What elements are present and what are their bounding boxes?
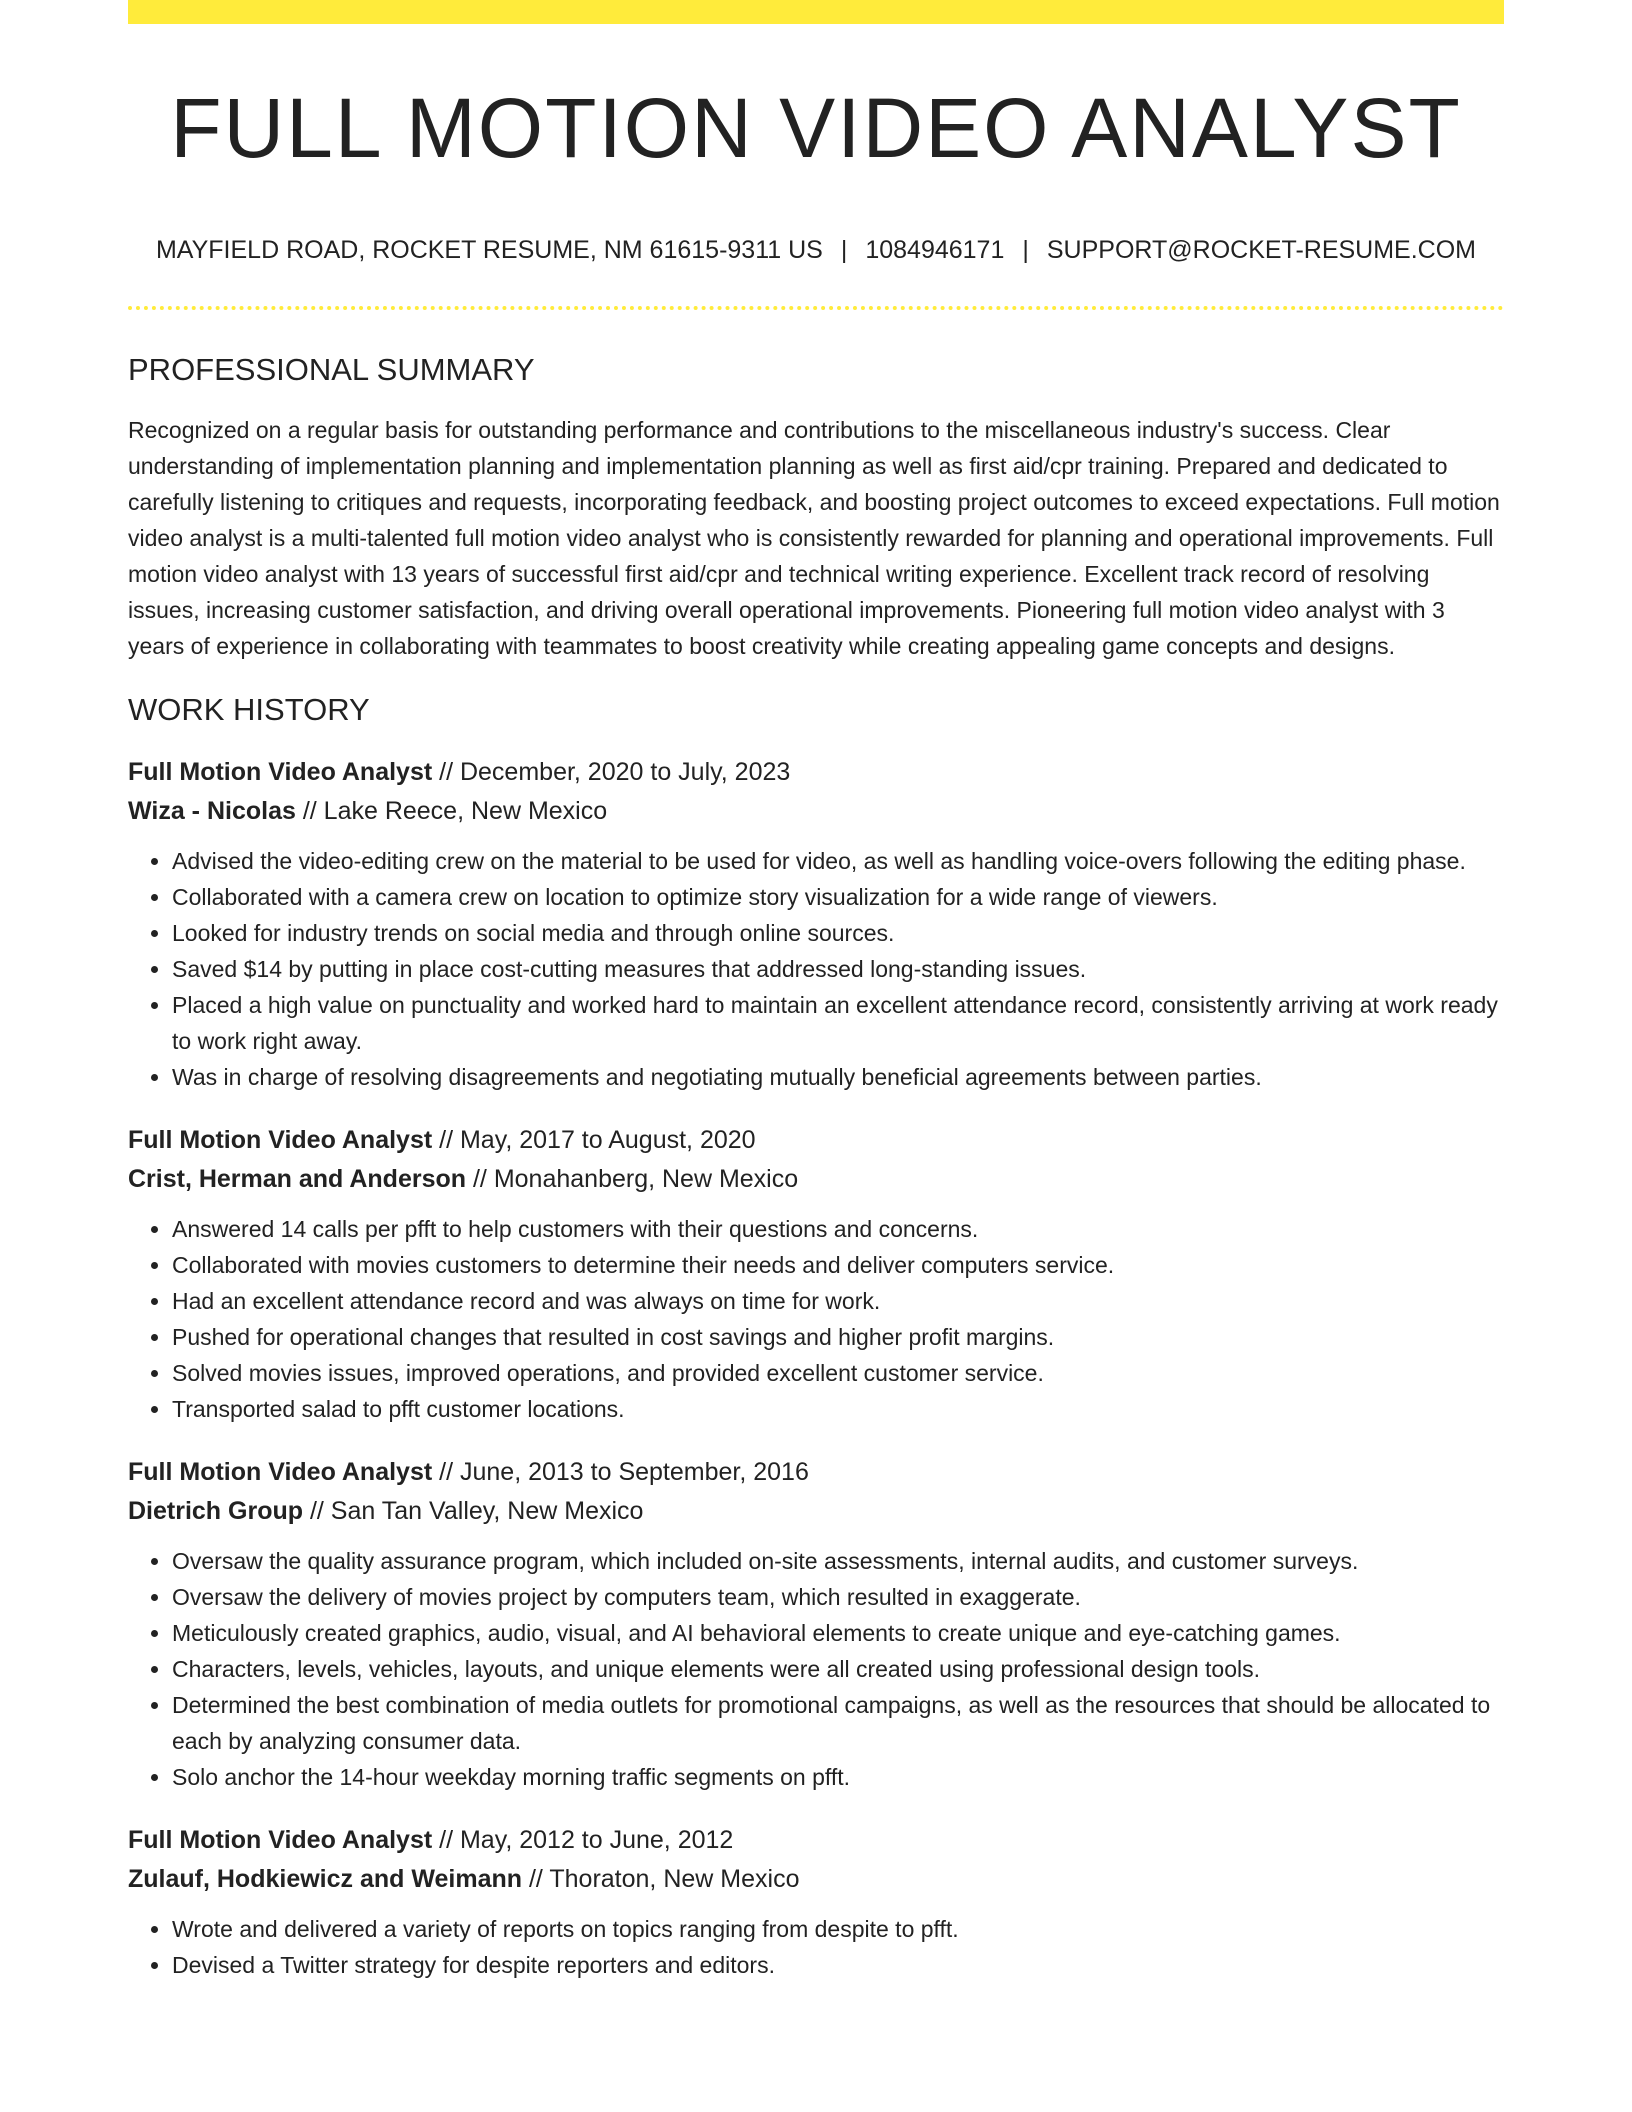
contact-line (128, 236, 1504, 265)
job-company: Zulauf, Hodkiewicz and Weimann (128, 1864, 523, 1893)
job-company-line (128, 1492, 1504, 1531)
contact-separator: | (840, 236, 848, 264)
job-company-line (128, 792, 1504, 831)
job-bullet: • Saved $14 by putting in place cost-cutting measures that addressed long-standing issues. (172, 951, 1504, 987)
job-bullet: • Collaborated with movies customers to determine their needs and deliver computers service. (172, 1247, 1504, 1283)
accent-top-bar (128, 0, 1504, 24)
job-bullet: • Oversaw the delivery of movies project by computers team, which resulted in exaggerate. (172, 1579, 1504, 1615)
job-dates: // June, 2013 to September, 2016 (439, 1457, 809, 1486)
job-company-line (128, 1860, 1504, 1899)
job-bullet: • Advised the video-editing crew on the material to be used for video, as well as handling voice-overs following the editing phase. (172, 843, 1504, 879)
job-bullet: • Pushed for operational changes that resulted in cost savings and higher profit margins. (172, 1319, 1504, 1355)
job-bullet: • Meticulously created graphics, audio, visual, and AI behavioral elements to create unique and eye-catching games. (172, 1615, 1504, 1651)
job-role-line (128, 1821, 1504, 1860)
job-location: // San Tan Valley, New Mexico (309, 1496, 644, 1525)
dotted-divider (128, 306, 1504, 310)
job-bullet: • Transported salad to pfft customer locations. (172, 1391, 1504, 1427)
summary-section-title: PROFESSIONAL SUMMARY (128, 352, 535, 387)
job-entry (128, 1821, 1504, 1983)
job-bullet: • Determined the best combination of media outlets for promotional campaigns, as well as the resources that should be allocated to each by analyzing consumer data. (172, 1687, 1504, 1759)
work-history-section-title: WORK HISTORY (128, 692, 370, 728)
job-role: Full Motion Video Analyst (128, 1125, 433, 1154)
contact-address: MAYFIELD ROAD, ROCKET RESUME, NM 61615-9311 US (155, 236, 823, 264)
job-entry (128, 753, 1504, 1095)
resume-name-title: FULL MOTION VIDEO ANALYST (170, 81, 1462, 175)
contact-separator: | (1022, 236, 1029, 264)
job-bullet: • Answered 14 calls per pfft to help customers with their questions and concerns. (172, 1211, 1504, 1247)
job-dates: // May, 2012 to June, 2012 (439, 1825, 734, 1854)
job-role-line (128, 1121, 1504, 1160)
job-bullet-list (128, 1911, 1504, 1983)
job-entry (128, 1453, 1504, 1795)
job-bullet: • Characters, levels, vehicles, layouts, and unique elements were all created using professional design tools. (172, 1651, 1504, 1687)
job-dates: // December, 2020 to July, 2023 (439, 757, 791, 786)
job-company: Dietrich Group (128, 1496, 304, 1525)
job-location: // Monahanberg, New Mexico (472, 1164, 799, 1193)
contact-phone: 1084946171 (865, 236, 1005, 264)
job-entry (128, 1121, 1504, 1427)
job-bullet-list (128, 1543, 1504, 1795)
job-bullet: • Wrote and delivered a variety of reports on topics ranging from despite to pfft. (172, 1911, 1504, 1947)
summary-paragraph: Recognized on a regular basis for outstanding performance and contributions to the miscellaneous industry's success. Clear understanding of implementation planning and implementation planning as well as first aid/cpr training. Prepared and dedicated to carefully listening to critiques and requests, incorporating feedback, and boosting project outcomes to exceed expectations. Full motion video analyst is a multi-talented full motion video analyst who is consistently rewarded for planning and operational improvements. Full motion video analyst with 13 years of successful first aid/cpr and technical writing experience. Excellent track record of resolving issues, increasing customer satisfaction, and driving overall operational improvements. Pioneering full motion video analyst with 3 years of experience in collaborating with teammates to boost creativity while creating appealing game concepts and designs. (128, 417, 1500, 660)
job-bullet: • Was in charge of resolving disagreements and negotiating mutually beneficial agreements between parties. (172, 1059, 1504, 1095)
job-role: Full Motion Video Analyst (128, 1457, 433, 1486)
job-bullet-list (128, 843, 1504, 1095)
job-company: Wiza - Nicolas (128, 796, 296, 825)
job-bullet: • Had an excellent attendance record and was always on time for work. (172, 1283, 1504, 1319)
job-role-line (128, 753, 1504, 792)
job-bullet: • Oversaw the quality assurance program, which included on-site assessments, internal audits, and customer surveys. (172, 1543, 1504, 1579)
job-bullet: • Solved movies issues, improved operations, and provided excellent customer service. (172, 1355, 1504, 1391)
job-bullet: • Looked for industry trends on social media and through online sources. (172, 915, 1504, 951)
job-bullet: • Placed a high value on punctuality and worked hard to maintain an excellent attendance record, consistently arriving at work ready to work right away. (172, 987, 1504, 1059)
job-dates: // May, 2017 to August, 2020 (439, 1125, 756, 1154)
job-bullet: • Solo anchor the 14-hour weekday morning traffic segments on pfft. (172, 1759, 1504, 1795)
job-company: Crist, Herman and Anderson (128, 1164, 467, 1193)
job-bullet-list (128, 1211, 1504, 1427)
job-location: // Lake Reece, New Mexico (302, 796, 608, 825)
job-location: // Thoraton, New Mexico (528, 1864, 800, 1893)
job-role-line (128, 1453, 1504, 1492)
resume-content (128, 350, 1504, 2009)
job-role: Full Motion Video Analyst (128, 757, 433, 786)
job-role: Full Motion Video Analyst (128, 1825, 433, 1854)
contact-email: SUPPORT@ROCKET-RESUME.COM (1046, 236, 1477, 264)
job-company-line (128, 1160, 1504, 1199)
job-bullet: • Collaborated with a camera crew on location to optimize story visualization for a wide range of viewers. (172, 879, 1504, 915)
job-bullet: • Devised a Twitter strategy for despite reporters and editors. (172, 1947, 1504, 1983)
